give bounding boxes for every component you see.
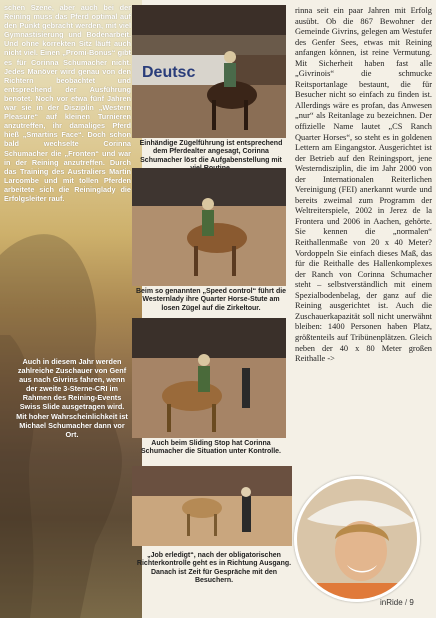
footer-brand: inRide	[380, 598, 403, 607]
banner-text: Deutsc	[142, 64, 196, 81]
photo-rider-arena-1	[132, 5, 286, 138]
left-column-text-2	[16, 357, 128, 439]
photo-caption-1: Einhändige Zügelführung ist entsprechend dem Pferdealter angesagt, Corinna Schumacher löst die Aufgabenstellung mit	[139, 140, 283, 164]
photo-caption-4: „Job erledigt“, nach der obligatorischen Richterkontrolle geht es in Richtung Ausgang. Danach ist Zeit für Gespräche mit den Besuchern.	[136, 552, 292, 584]
portrait-graphic	[297, 479, 420, 602]
left-paragraph-2: Auch in diesem Jahr werden zahlreiche Zuschauer von Genf aus nach Givrins fahren, wenn der zweite 3-Sterne-CRI im Rahmen des Reining-Events Swiss Slide ausgetragen wird. Mit hoher Wahrscheinlichkeit ist Michael Schumacher dann vor Ort.	[16, 357, 128, 439]
footer-separator: /	[404, 598, 408, 607]
photo-rider-arena-2	[132, 168, 286, 286]
portrait-circle-photo	[294, 476, 420, 602]
right-column-text: rinna seit ein paar Jahren mit Erfolg ausübt. Ob die 867 Bewohner der Gemeinde Givrins, gelegen am Westufer des Genfer Sees, etwas mit Reining anfangen können, ist reine Vermutung. Mit Sicherheit haben fast alle „Givrinois“ die schmucke Reitsportanlage bestaunt, die für Besucher nicht so einfach zu finden ist. Allerdings wäre es profan, das Anwesen „nur“ als Reitanlage zu bezeichnen. Der offizielle Name lautet „CS Ranch Quarter Horses“, so steht es in goldenen Lettern am Eingangstor. Ausgerichtet ist der Betrieb auf den Reiningsport, jene Westerndisziplin, die im Jahr 2000 von der Internationalen Reiterlichen Vereinigung (FEI) anerkannt wurde und bereits zweimal zum Programm der Weltreiterspiele, 2002 in Jerez de la Frontera und 2006 in Aachen, gehörte. Sie kennen die „normalen“ Reithallenmaße von 20 x 40 Meter? Vordoppeln Sie einfach dieses Maß, das für die Reithalle des Hallenkomplexes der Ranch von Corinna Schumacher steht – selbstverständlich mit einem Spezialbodenbelag, der ganz auf die Reining ausgerichtet ist. Auch die Zuschauerkapazität soll nicht unerwähnt bleiben: 1400 Personen haben Platz, größtenteils auf Tribünenplätzen. Gleich neben der 40 x 80 Meter großen Reithalle ->	[295, 6, 432, 364]
page-number: 9	[409, 598, 414, 607]
photo-walking-horse	[132, 466, 292, 546]
left-column-text	[4, 3, 131, 203]
left-paragraph-1: schen Szene, aber auch bei der Reining muss das Pferd optimal auf den Punkt gebracht werden, mit viel Gymnastisierung und Bodenarbeit. Und ohne korrekten Sitz läuft auch nicht viel. Einen „Promi-Bonus“ gibt es für Corinna Schumacher nicht. Jedes Manöver wird genau von den Richtern beobachtet und entsprechend der Ausführung benotet. Noch vor etwa fünf Jahren war sie in der Disziplin „Western Pleasure“ auf kleinen Turnieren anzutreffen, ihr damaliges Pferd hieß „Smartins Face“. Doch schon bald wechselte Corinna Schumacher die „Fronten“ und war in der Reining anzutreffen. Durch das Training des Australiers Martin Larcombe und mit tollen Pferden arbeitete sich die Reininglady die Erfolgsleiter rauf.	[4, 3, 131, 203]
page-footer	[380, 598, 414, 607]
photo-sliding-stop	[132, 318, 286, 438]
photo-caption-3: Auch beim Sliding Stop hat Corinna Schumacher die Situation unter Kontrolle.	[140, 440, 282, 456]
photo-caption-2: Beim so genannten „Speed control“ führt die Westernlady ihre Quarter Horse-Stute am losen Zügel auf die Zirkeltour.	[135, 288, 287, 312]
